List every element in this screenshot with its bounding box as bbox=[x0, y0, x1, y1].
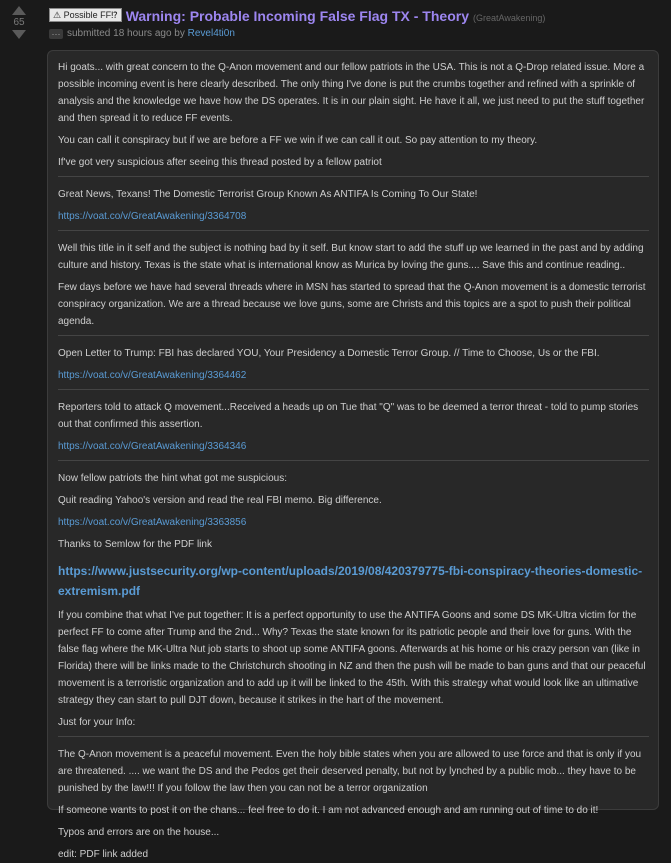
voat-link[interactable]: https://voat.co/v/GreatAwakening/3364346 bbox=[58, 441, 247, 452]
paragraph: Thanks to Semlow for the PDF link bbox=[58, 539, 212, 550]
paragraph: If you combine that what I've put together: It is a perfect opportunity to use the ANTIFA Goons and some DS MK-Ultra victim for the perfect FF to come after Trump and the 2nd... Why? Texas the state known for its patriotic people and their love for guns. With the false flag where the MK-Ultra Nut job starts to shoot up some ANTIFA goons. Afterwards at his home or his crazy person van (like in Florida) there will be links made to the Christchurch shooting in NZ and then the push will be made to ban guns and that our peaceful movement is a terroristic organization and to add up it will be linked to the 45th. With this strategy what would look like an ultimative strategy they can start to pull DJT down, because it strikes in the hart of the movement. bbox=[58, 610, 646, 706]
paragraph: If someone wants to post it on the chans... feel free to do it. I am not advanced enough and am running out of time to do it! bbox=[58, 805, 599, 816]
submitted-text: submitted 18 hours ago by bbox=[67, 28, 188, 39]
voat-link[interactable]: https://voat.co/v/GreatAwakening/3363856 bbox=[58, 517, 247, 528]
vote-column bbox=[6, 6, 32, 39]
paragraph: Quit reading Yahoo's version and read the real FBI memo. Big difference. bbox=[58, 495, 382, 506]
divider bbox=[58, 335, 649, 336]
pdf-link[interactable]: https://www.justsecurity.org/wp-content/uploads/2019/08/420379775-fbi-conspiracy-theories-domestic-extremism.pdf bbox=[58, 564, 643, 598]
author-link[interactable]: Revel4ti0n bbox=[187, 28, 235, 39]
paragraph: The Q-Anon movement is a peaceful movement. Even the holy bible states when you are allowed to use force and that is only if you are threatened. .... we want the DS and the Pedos get their deserved penalty, but not by lynched by a public mob... they have to be punished by the law!!! If you follow the law then you can not be a terror organization bbox=[58, 749, 642, 794]
paragraph: Open Letter to Trump: FBI has declared YOU, Your Presidency a Domestic Terror Group. // Time to Choose, Us or the FBI. bbox=[58, 348, 600, 359]
divider bbox=[58, 176, 649, 177]
paragraph: Reporters told to attack Q movement...Received a heads up on Tue that "Q" was to be deemed a terror threat - told to pump stories out that confirmed this assertion. bbox=[58, 402, 639, 430]
paragraph: Well this title in it self and the subject is nothing bad by it self. But know start to add the stuff up we learned in the past and by adding culture and history. Texas is the state what is international know as Murica by loving the guns.... Save this and continue reading.. bbox=[58, 243, 644, 271]
upvote-arrow-icon[interactable] bbox=[12, 6, 26, 15]
paragraph: Few days before we have had several threads where in MSN has started to spread that the Q-Anon movement is a domestic terrorist conspiracy organization. We are a thread because we love guns, some are Christs and this topics are a spot to push their political agenda. bbox=[58, 282, 646, 327]
post-tagline bbox=[49, 28, 663, 39]
paragraph: Now fellow patriots the hint what got me suspicious: bbox=[58, 473, 287, 484]
post-domain[interactable]: (GreatAwakening) bbox=[472, 13, 546, 23]
voat-link[interactable]: https://voat.co/v/GreatAwakening/3364708 bbox=[58, 211, 247, 222]
paragraph: If've got very suspicious after seeing this thread posted by a fellow patriot bbox=[58, 157, 382, 168]
paragraph: Hi goats... with great concern to the Q-Anon movement and our fellow patriots in the USA. This is not a Q-Drop related issue. More a possible incoming event is here clearly described. The only thing I've done is put the crumbs together and refined with a sprinkle of analysis and the knowledge we have how the DS operates. It is in our plain sight. He have it all, we just need to put the stuff together and then spread it to reduce FF events. bbox=[58, 62, 645, 124]
divider bbox=[58, 389, 649, 390]
expand-icon[interactable]: ⋯ bbox=[49, 29, 63, 39]
paragraph: Typos and errors are on the house... bbox=[58, 827, 220, 838]
vote-score: 65 bbox=[13, 17, 25, 28]
paragraph: You can call it conspiracy but if we are before a FF we win if we can call it out. So pay attention to my theory. bbox=[58, 135, 538, 146]
downvote-arrow-icon[interactable] bbox=[12, 30, 26, 39]
post-title[interactable]: Warning: Probable Incoming False Flag TX - Theory bbox=[125, 8, 469, 24]
post-body bbox=[47, 50, 659, 860]
divider bbox=[58, 460, 649, 461]
paragraph: Just for your Info: bbox=[58, 717, 136, 728]
post-header bbox=[49, 8, 663, 39]
voat-link[interactable]: https://voat.co/v/GreatAwakening/3364462 bbox=[58, 370, 247, 381]
post-flair: ⚠ Possible FF⁉ bbox=[49, 8, 122, 22]
divider bbox=[58, 230, 649, 231]
paragraph: Great News, Texans! The Domestic Terrorist Group Known As ANTIFA Is Coming To Our State! bbox=[58, 189, 478, 200]
divider bbox=[58, 736, 649, 737]
paragraph: edit: PDF link added bbox=[58, 849, 149, 860]
